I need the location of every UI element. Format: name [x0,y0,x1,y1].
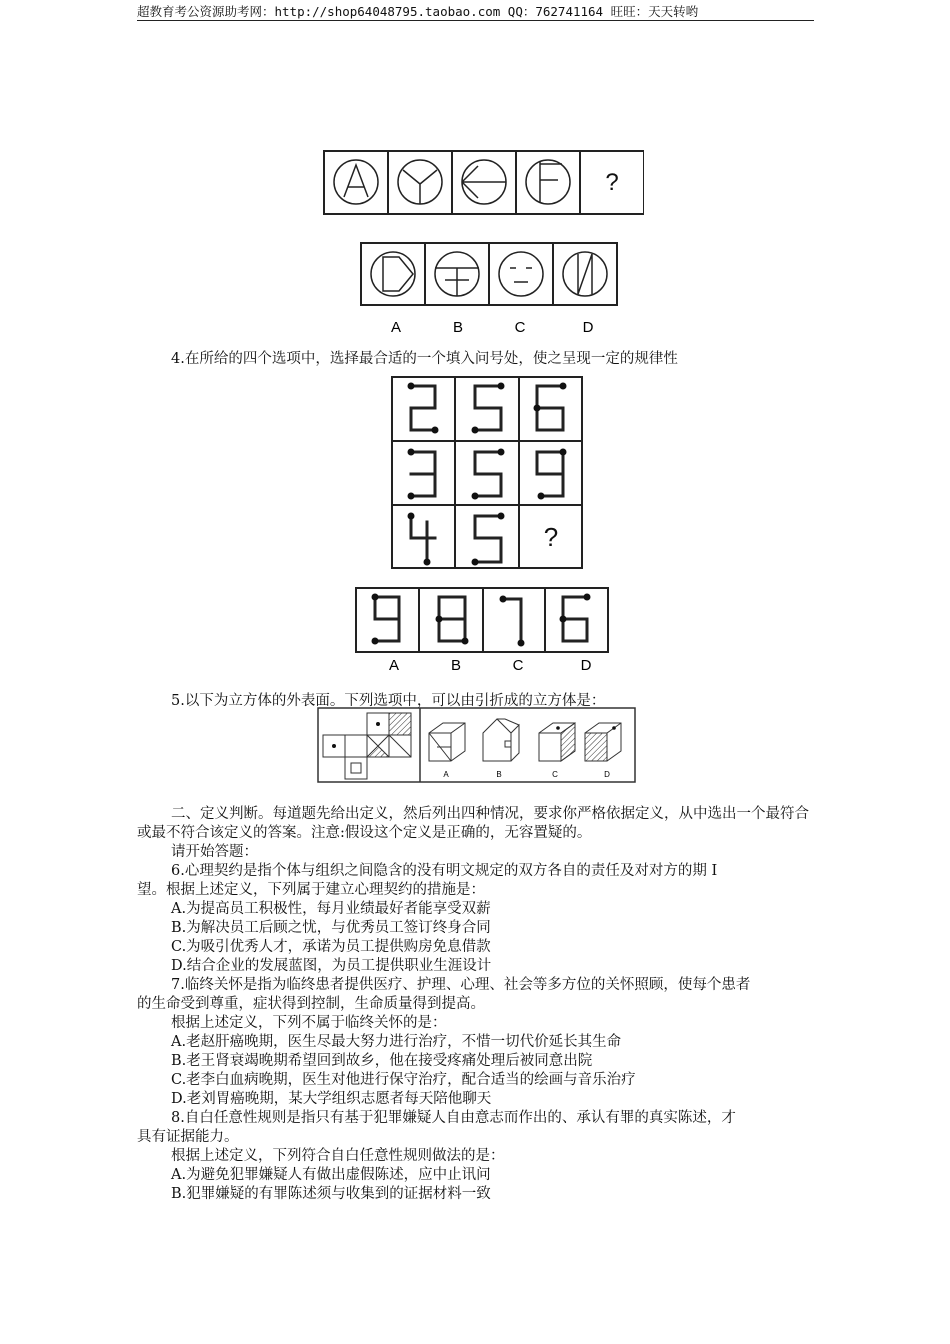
q8-option-a: A.为避免犯罪嫌疑人有做出虚假陈述，应中止讯问 [171,1167,491,1183]
q6-option-a: A.为提高员工积极性，每月业绩最好者能享受双薪 [171,901,491,917]
q4-label-c: C [512,657,524,674]
q5-label-b: B [496,770,502,779]
q4-question-mark: ? [543,522,559,552]
q3-question-mark: ? [605,169,619,196]
q4-prompt: 4.在所给的四个选项中，选择最合适的一个填入问号处，使之呈现一定的规律性 [171,351,678,367]
q4-label-b: B [450,657,462,674]
q8-option-b: B.犯罪嫌疑的有罪陈述须与收集到的证据材料一致 [171,1186,491,1202]
q3-options-figure [359,241,619,307]
q7-stem-1: 7.临终关怀是指为临终患者提供医疗、护理、心理、社会等多方位的关怀照顾，使每个患者 [171,977,751,993]
q4-label-d: D [580,657,592,674]
q3-label-b: B [452,319,464,336]
section2-start: 请开始答题： [171,844,258,860]
q7-option-b: B.老王肾衰竭晚期希望回到故乡，他在接受疼痛处理后被同意出院 [171,1053,593,1069]
q3-label-c: C [514,319,526,336]
q6-stem-1: 6.心理契约是指个体与组织之间隐含的没有明文规定的双方各自的责任及对对方的期 I [171,863,718,879]
q6-stem-2: 望。根据上述定义，下列属于建立心理契约的措施是： [137,882,485,898]
q6-option-d: D.结合企业的发展蓝图，为员工提供职业生涯设计 [171,958,492,974]
q5-cube-figure [317,707,636,784]
q8-stem-2: 具有证据能力。 [137,1129,239,1145]
q3-label-a: A [390,319,402,336]
q8-stem-1: 8.自白任意性规则是指只有基于犯罪嫌疑人自由意志而作出的、承认有罪的真实陈述，才 [171,1110,736,1126]
q4-label-a: A [388,657,400,674]
q3-label-d: D [582,319,594,336]
q4-option-labels [380,654,610,676]
q7-option-c: C.老李白血病晚期，医生对他进行保守治疗，配合适当的绘画与音乐治疗 [171,1072,636,1088]
page-header [137,2,814,21]
q4-grid-figure [391,376,584,570]
q7-stem-2: 的生命受到尊重，症状得到控制，生命质量得到提高。 [137,996,485,1012]
q6-option-c: C.为吸引优秀人才，承诺为员工提供购房免息借款 [171,939,491,955]
header-text: 超教育考公资源助考网：http://shop64048795.taobao.com QQ：762741164 旺旺：天天转哟 [137,4,699,19]
q8-question: 根据上述定义，下列符合自白任意性规则做法的是： [171,1148,505,1164]
q5-label-c: C [552,770,558,779]
q5-label-d: D [604,770,610,779]
q3-sequence-figure [322,150,644,216]
q5-label-a: A [443,770,449,779]
q7-question: 根据上述定义，下列不属于临终关怀的是： [171,1015,447,1031]
q4-options-figure [355,587,609,654]
q6-option-b: B.为解决员工后顾之忧，与优秀员工签订终身合同 [171,920,491,936]
q5-prompt: 5.以下为立方体的外表面。下列选项中，可以由引折成的立方体是： [171,693,606,709]
q7-option-a: A.老赵肝癌晚期，医生尽最大努力进行治疗，不惜一切代价延长其生命 [171,1034,622,1050]
q3-option-labels [380,316,610,338]
q7-option-d: D.老刘胃癌晚期，某大学组织志愿者每天陪他聊天 [171,1091,492,1107]
section2-intro: 二、定义判断。每道题先给出定义，然后列出四种情况，要求你严格依据定义，从中选出一个最符合或最不符合该定义的答案。注意:假设这个定义是正确的，无容置疑的。 [137,806,809,841]
